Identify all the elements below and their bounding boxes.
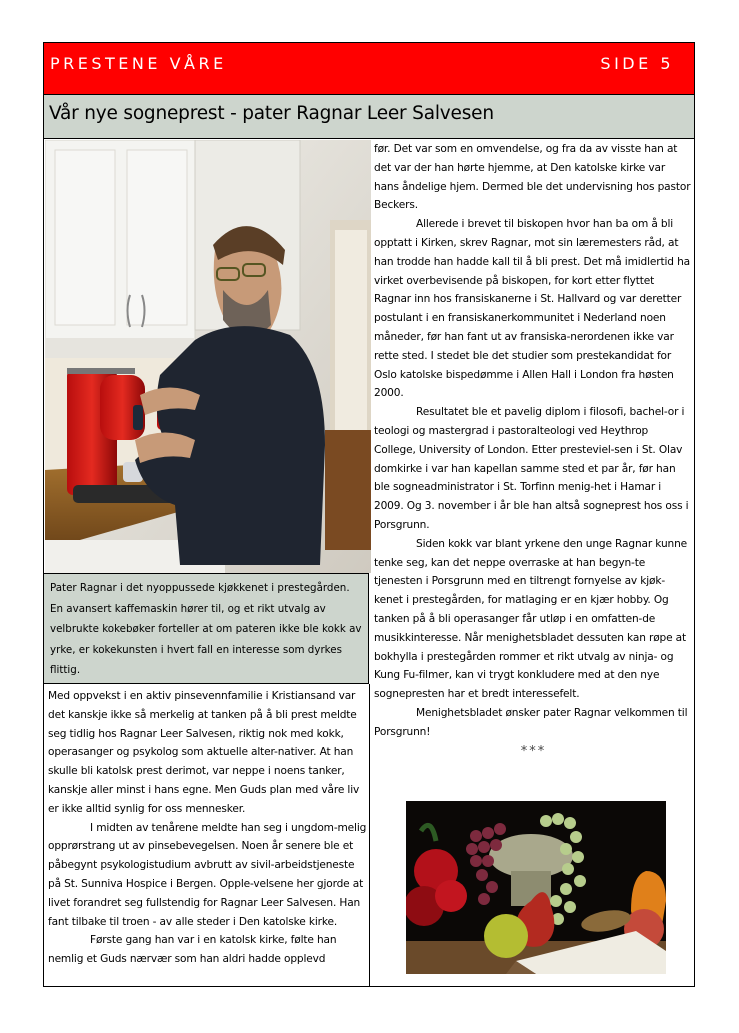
- page-number: SIDE 5: [600, 54, 674, 73]
- priest-kitchen-photo: [45, 140, 371, 573]
- article-paragraph: Med oppvekst i en aktiv pinsevennfamilie i Kristiansand var det kanskje ikke så merkelig at tanken på å bli prest meldte seg tidlig hos Ragnar Leer Salvesen, riktig nok med kokk, operasanger og psykolog som aktuelle alter-nativer. At han skulle bli katolsk prest derimot, var neppe i noens tanker, kanskje aller minst i hans egne. Men Guds plan med våre liv er ikke alltid synlig for oss mennesker.: [48, 690, 360, 815]
- kitchen-photo-illustration: [45, 140, 371, 573]
- section-header: [44, 43, 694, 94]
- fruit-still-life-photo: [406, 801, 666, 974]
- section-title: PRESTENE VÅRE: [50, 54, 227, 73]
- article-paragraph: Siden kokk var blant yrkene den unge Ragnar kunne tenke seg, kan det neppe overraske at han begyn-te tjenesten i Porsgrunn med en tiltrengt fornyelse av kjøk-kenet i prestegården, for matlaging er en kjær hobby. Og tanken på å bli operasanger får utløp i en omfatten-de musikkinteresse. Når menighetsbladet dessuten kan røpe at bokhylla i prestegården rommer et rikt utvalg av ninja- og Kung Fu-filmer, kan vi trygt konkludere med at den nye sognepresten har et bredt interessefelt.: [374, 537, 687, 701]
- article-title-bar: [44, 94, 694, 139]
- article-title: Vår nye sogneprest - pater Ragnar Leer Salvesen: [49, 103, 494, 124]
- photo-caption: Pater Ragnar i det nyoppussede kjøkkenet i prestegården. En avansert kaffemaskin hører til, og et rikt utvalg av velbrukte kokebøker forteller at om pateren ikke ble kokk av yrke, er kokekunsten i hvert fall en interesse som dyrkes flittig.: [44, 573, 369, 684]
- article-paragraph: Menighetsbladet ønsker pater Ragnar velkommen til Porsgrunn!: [374, 706, 688, 738]
- article-left-column: [48, 687, 370, 969]
- article-paragraph: Allerede i brevet til biskopen hvor han ba om å bli opptatt i Kirken, skrev Ragnar, mot sin læremesters råd, at han trodde han hadde kall til å bli prest. Det må imidlertid ha virket overbevisende på biskopen, for kort etter flyttet Ragnar inn hos fransiskanerne i St. Hallvard og var deretter postulant i en fransiskanerkommunitet i Nederland noen måneder, før han fant ut av fransiska-nerordenen ikke var rette sted. I stedet ble det studier som prestekandidat for Oslo katolske bispedømme i Allen Hall i London fra høsten 2000.: [374, 218, 690, 400]
- separator-asterisks: ***: [520, 743, 547, 759]
- article-paragraph: før. Det var som en omvendelse, og fra da av visste han at det var der han hørte hjemme, at Den katolske kirke var hans åndelige hjem. Dermed ble det undervisning hos pastor Beckers.: [374, 143, 691, 212]
- fruit-photo-illustration: [406, 801, 666, 974]
- article-right-column: [369, 140, 693, 759]
- newsletter-page: [43, 42, 695, 987]
- article-paragraph: I midten av tenårene meldte han seg i ungdom-melig opprørstrang ut av pinsebevegelsen. Noen år senere ble et påbegynt psykologistudium avbrutt av sivil-arbeidstjeneste på St. Sunniva Hospice i Bergen. Opple-velsene her gjorde at livet forandret seg fullstendig for Ragnar Leer Salvesen. Han fant tilbake til troen - av alle steder i Den katolske kirke.: [48, 821, 367, 928]
- article-paragraph: Resultatet ble et pavelig diplom i filosofi, bachel-or i teologi og mastergrad i pastoralteologi ved Heythrop College, University of London. Etter presteviel-sen i St. Olav domkirke i var han kapellan samme sted et par år, før han ble sogneadministrator i St. Torfinn menig-het i Hamar i 2009. Og 3. november i år ble han altså sogneprest hos oss i Porsgrunn.: [374, 406, 689, 531]
- article-paragraph: Første gang han var i en katolsk kirke, følte han nemlig et Guds nærvær som han aldri hadde opplevd: [48, 934, 337, 966]
